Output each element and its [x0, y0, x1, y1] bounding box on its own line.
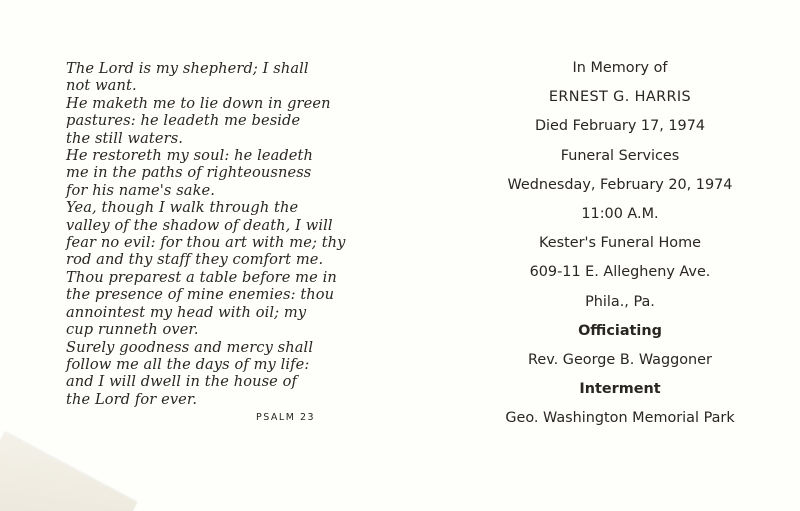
psalm-line: the presence of mine enemies: thou — [66, 286, 335, 304]
interment-label: Interment — [579, 381, 661, 398]
service-time: 11:00 A.M. — [581, 205, 659, 222]
psalm-line: Yea, though I walk through the — [66, 199, 299, 217]
psalm-line: fear no evil: for thou art with me; thy — [66, 234, 346, 252]
psalm-line: Surely goodness and mercy shall — [66, 338, 314, 356]
psalm-line: for his name's sake. — [66, 181, 216, 199]
psalm-line: He restoreth my soul: he leadeth — [66, 147, 314, 165]
psalm-line: cup runneth over. — [66, 321, 199, 339]
deceased-name: ERNEST G. HARRIS — [548, 89, 692, 106]
psalm-reference: PSALM 23 — [256, 412, 316, 423]
psalm-line: Thou preparest a table before me in — [66, 268, 337, 286]
psalm-line: pastures: he leadeth me beside — [66, 112, 301, 130]
cemetery-name: Geo. Washington Memorial Park — [505, 410, 735, 427]
psalm-line: The Lord is my shepherd; I shall — [66, 60, 309, 77]
psalm-line: He maketh me to lie down in green — [66, 94, 331, 112]
service-date: Wednesday, February 20, 1974 — [507, 176, 733, 193]
funeral-home-address: 609-11 E. Allegheny Ave. — [529, 264, 711, 281]
psalm-line: rod and thy staff they comfort me. — [66, 251, 324, 269]
psalm-line: me in the paths of righteousness — [66, 164, 312, 182]
psalm-line: follow me all the days of my life: — [66, 355, 310, 373]
folded-corner — [0, 432, 137, 511]
memorial-details — [470, 54, 770, 433]
date-of-death: Died February 17, 1974 — [534, 118, 706, 135]
psalm-line: and I will dwell in the house of — [66, 373, 298, 391]
services-label: Funeral Services — [560, 147, 680, 164]
officiant-name: Rev. George B. Waggoner — [528, 351, 712, 368]
psalm-line: valley of the shadow of death, I will — [66, 216, 333, 234]
funeral-home-city: Phila., Pa. — [585, 293, 655, 310]
psalm-text — [66, 60, 366, 408]
memorial-heading: In Memory of — [572, 60, 668, 76]
psalm-line: not want. — [66, 77, 137, 95]
funeral-home: Kester's Funeral Home — [539, 235, 701, 252]
psalm-line: the still waters. — [66, 129, 184, 147]
officiating-label: Officiating — [578, 322, 662, 339]
psalm-line: the Lord for ever. — [66, 390, 198, 408]
psalm-line: annointest my head with oil; my — [66, 303, 307, 321]
